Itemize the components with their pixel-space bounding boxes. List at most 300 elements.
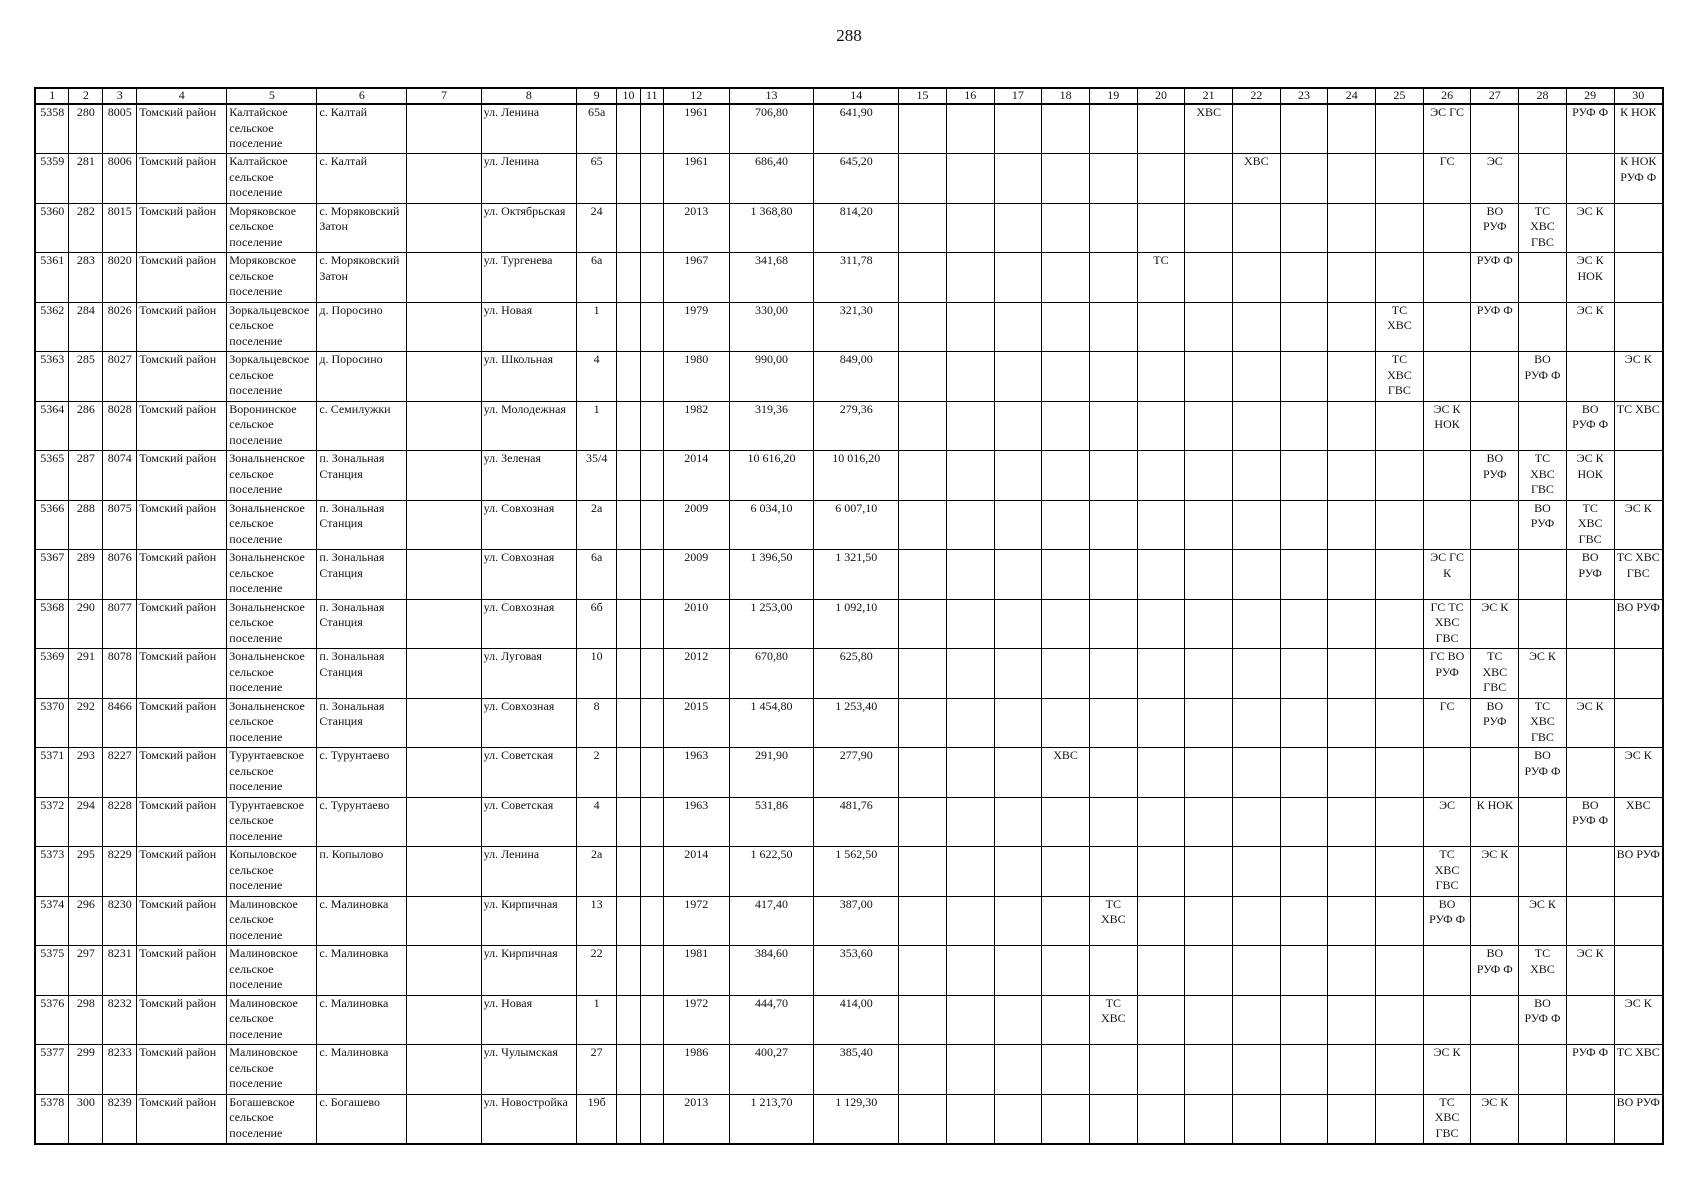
table-cell bbox=[1089, 451, 1137, 501]
table-cell bbox=[1089, 550, 1137, 600]
table-cell: 8227 bbox=[103, 748, 137, 798]
table-cell: Копыловское сельское поселение bbox=[227, 847, 317, 897]
table-cell: 5366 bbox=[35, 500, 69, 550]
table-cell bbox=[1042, 946, 1090, 996]
table-cell bbox=[407, 1045, 481, 1095]
table-cell: 670,80 bbox=[729, 649, 814, 699]
table-cell: п. Зональная Станция bbox=[317, 550, 407, 600]
table-cell bbox=[1376, 946, 1424, 996]
table-cell: 8026 bbox=[103, 302, 137, 352]
table-cell: 282 bbox=[69, 203, 103, 253]
table-cell bbox=[899, 1045, 947, 1095]
table-cell bbox=[899, 847, 947, 897]
table-cell: 27 bbox=[577, 1045, 617, 1095]
table-cell: ЭС К bbox=[1519, 649, 1567, 699]
table-cell bbox=[1042, 649, 1090, 699]
table-cell: ул. Совхозная bbox=[481, 698, 576, 748]
table-cell bbox=[640, 500, 663, 550]
table-cell bbox=[1042, 550, 1090, 600]
table-row bbox=[35, 698, 1663, 748]
table-cell bbox=[640, 649, 663, 699]
table-cell bbox=[1376, 649, 1424, 699]
table-cell: 8015 bbox=[103, 203, 137, 253]
table-cell bbox=[1280, 352, 1328, 402]
table-cell bbox=[1423, 203, 1471, 253]
table-cell: ВО РУФ bbox=[1471, 203, 1519, 253]
table-cell bbox=[1471, 104, 1519, 154]
table-cell: 289 bbox=[69, 550, 103, 600]
table-cell: ВО РУФ Ф bbox=[1519, 995, 1567, 1045]
table-cell bbox=[1280, 1094, 1328, 1144]
table-row bbox=[35, 451, 1663, 501]
table-cell: ул. Совхозная bbox=[481, 599, 576, 649]
table-cell bbox=[1328, 302, 1376, 352]
table-cell bbox=[1328, 599, 1376, 649]
table-cell bbox=[1042, 154, 1090, 204]
table-cell bbox=[1328, 649, 1376, 699]
table-cell: п. Зональная Станция bbox=[317, 649, 407, 699]
table-cell: ЭС К bbox=[1423, 1045, 1471, 1095]
header-cell: 1 bbox=[35, 88, 69, 104]
table-cell bbox=[899, 203, 947, 253]
table-cell: Томский район bbox=[137, 1045, 227, 1095]
table-cell: 6 034,10 bbox=[729, 500, 814, 550]
table-cell bbox=[1042, 1094, 1090, 1144]
page-number: 288 bbox=[836, 26, 862, 45]
table-cell: Зоркальцевское сельское поселение bbox=[227, 352, 317, 402]
table-cell bbox=[1089, 748, 1137, 798]
table-cell: 2а bbox=[577, 847, 617, 897]
table-cell: ТС ХВС ГВС bbox=[1519, 698, 1567, 748]
table-row bbox=[35, 1094, 1663, 1144]
table-cell: 283 bbox=[69, 253, 103, 303]
table-cell: ВО РУФ bbox=[1614, 599, 1663, 649]
table-cell: 330,00 bbox=[729, 302, 814, 352]
table-cell bbox=[994, 748, 1042, 798]
table-cell: Малиновское сельское поселение bbox=[227, 946, 317, 996]
table-cell bbox=[1042, 847, 1090, 897]
table-cell bbox=[1185, 451, 1233, 501]
table-cell bbox=[1137, 896, 1185, 946]
table-cell: 1963 bbox=[663, 797, 729, 847]
table-cell bbox=[1233, 1045, 1281, 1095]
table-row bbox=[35, 797, 1663, 847]
table-cell: ВО РУФ bbox=[1471, 698, 1519, 748]
table-cell bbox=[946, 1045, 994, 1095]
table-cell: 8005 bbox=[103, 104, 137, 154]
table-cell bbox=[1614, 253, 1663, 303]
table-cell bbox=[946, 451, 994, 501]
table-cell bbox=[1280, 649, 1328, 699]
table-cell bbox=[1519, 1094, 1567, 1144]
table-cell bbox=[1519, 797, 1567, 847]
table-cell: 2013 bbox=[663, 203, 729, 253]
table-cell: 8230 bbox=[103, 896, 137, 946]
table-cell: ул. Кирпичная bbox=[481, 896, 576, 946]
table-cell bbox=[1328, 946, 1376, 996]
table-cell: Моряковское сельское поселение bbox=[227, 203, 317, 253]
table-cell bbox=[1137, 104, 1185, 154]
table-cell bbox=[1328, 896, 1376, 946]
table-cell bbox=[407, 352, 481, 402]
table-cell bbox=[1185, 352, 1233, 402]
table-cell bbox=[994, 253, 1042, 303]
table-cell: 1 bbox=[577, 401, 617, 451]
table-cell: 417,40 bbox=[729, 896, 814, 946]
table-cell: Томский район bbox=[137, 599, 227, 649]
table-cell bbox=[1137, 1094, 1185, 1144]
table-cell: 8075 bbox=[103, 500, 137, 550]
table-cell: 1986 bbox=[663, 1045, 729, 1095]
table-cell bbox=[994, 302, 1042, 352]
table-cell: 298 bbox=[69, 995, 103, 1045]
table-cell bbox=[640, 401, 663, 451]
table-cell: 288 bbox=[69, 500, 103, 550]
table-cell bbox=[1042, 797, 1090, 847]
table-cell bbox=[899, 104, 947, 154]
table-cell bbox=[617, 401, 640, 451]
table-cell: К НОК bbox=[1471, 797, 1519, 847]
table-cell bbox=[1471, 500, 1519, 550]
table-cell: 1 368,80 bbox=[729, 203, 814, 253]
table-cell bbox=[1185, 698, 1233, 748]
table-cell: 1980 bbox=[663, 352, 729, 402]
table-cell bbox=[899, 896, 947, 946]
table-cell: 10 bbox=[577, 649, 617, 699]
table-cell bbox=[1376, 154, 1424, 204]
table-cell bbox=[1614, 451, 1663, 501]
table-cell bbox=[407, 104, 481, 154]
table-cell: ВО РУФ bbox=[1519, 500, 1567, 550]
table-cell: п. Зональная Станция bbox=[317, 599, 407, 649]
table-cell bbox=[1566, 649, 1614, 699]
table-cell: 2013 bbox=[663, 1094, 729, 1144]
table-cell bbox=[946, 550, 994, 600]
table-cell bbox=[617, 946, 640, 996]
table-cell: ТС ХВС bbox=[1519, 946, 1567, 996]
table-cell bbox=[1042, 203, 1090, 253]
table-cell: 287 bbox=[69, 451, 103, 501]
header-row bbox=[35, 88, 1663, 104]
header-cell: 11 bbox=[640, 88, 663, 104]
table-cell bbox=[617, 995, 640, 1045]
table-cell: 1 396,50 bbox=[729, 550, 814, 600]
table-cell bbox=[1376, 500, 1424, 550]
table-cell: ТС ХВС bbox=[1089, 896, 1137, 946]
table-cell bbox=[1280, 748, 1328, 798]
table-cell: 5367 bbox=[35, 550, 69, 600]
table-cell bbox=[1614, 649, 1663, 699]
table-cell: 849,00 bbox=[814, 352, 899, 402]
table-cell bbox=[407, 302, 481, 352]
table-cell: ЭС ГС bbox=[1423, 104, 1471, 154]
table-cell bbox=[1376, 550, 1424, 600]
table-cell bbox=[1614, 302, 1663, 352]
table-cell bbox=[994, 896, 1042, 946]
table-cell bbox=[946, 1094, 994, 1144]
table-cell: с. Моряковский Затон bbox=[317, 203, 407, 253]
table-cell bbox=[1280, 500, 1328, 550]
header-cell: 4 bbox=[137, 88, 227, 104]
table-cell bbox=[1280, 995, 1328, 1045]
table-cell bbox=[1233, 847, 1281, 897]
table-cell: 6а bbox=[577, 253, 617, 303]
table-cell: 384,60 bbox=[729, 946, 814, 996]
table-cell bbox=[407, 500, 481, 550]
table-cell: 385,40 bbox=[814, 1045, 899, 1095]
table-cell bbox=[640, 946, 663, 996]
table-cell bbox=[1328, 203, 1376, 253]
table-cell bbox=[1137, 302, 1185, 352]
table-row bbox=[35, 748, 1663, 798]
table-cell: 2014 bbox=[663, 847, 729, 897]
table-cell bbox=[1137, 797, 1185, 847]
table-cell bbox=[617, 451, 640, 501]
table-cell bbox=[994, 451, 1042, 501]
table-cell: ТС ХВС bbox=[1376, 302, 1424, 352]
table-cell: ул. Кирпичная bbox=[481, 946, 576, 996]
table-cell bbox=[1566, 748, 1614, 798]
table-cell: 5371 bbox=[35, 748, 69, 798]
table-cell bbox=[1280, 847, 1328, 897]
header-cell: 10 bbox=[617, 88, 640, 104]
table-cell: Томский район bbox=[137, 649, 227, 699]
table-cell: 1972 bbox=[663, 896, 729, 946]
table-cell: ЭС К НОК bbox=[1423, 401, 1471, 451]
table-cell: ТС bbox=[1137, 253, 1185, 303]
table-cell bbox=[899, 946, 947, 996]
table-cell: п. Зональная Станция bbox=[317, 698, 407, 748]
table-cell: ТС ХВС ГВС bbox=[1519, 451, 1567, 501]
table-cell bbox=[617, 797, 640, 847]
table-cell: Зоркальцевское сельское поселение bbox=[227, 302, 317, 352]
table-cell: ул. Тургенева bbox=[481, 253, 576, 303]
table-cell bbox=[617, 847, 640, 897]
table-cell bbox=[1376, 896, 1424, 946]
table-cell bbox=[1328, 797, 1376, 847]
header-cell: 15 bbox=[899, 88, 947, 104]
table-cell: 1 253,40 bbox=[814, 698, 899, 748]
table-row bbox=[35, 302, 1663, 352]
table-cell bbox=[1376, 698, 1424, 748]
table-cell bbox=[617, 1045, 640, 1095]
table-cell bbox=[617, 352, 640, 402]
table-cell bbox=[1328, 995, 1376, 1045]
table-cell bbox=[640, 302, 663, 352]
table-cell bbox=[1233, 946, 1281, 996]
table-cell: 8228 bbox=[103, 797, 137, 847]
table-cell bbox=[617, 1094, 640, 1144]
table-cell bbox=[1519, 847, 1567, 897]
table-cell: Томский район bbox=[137, 550, 227, 600]
table-cell: 1961 bbox=[663, 104, 729, 154]
table-cell: Томский район bbox=[137, 748, 227, 798]
table-cell bbox=[1280, 302, 1328, 352]
header-cell: 29 bbox=[1566, 88, 1614, 104]
table-cell bbox=[1471, 896, 1519, 946]
table-cell: 1972 bbox=[663, 995, 729, 1045]
table-cell: Турунтаевское сельское поселение bbox=[227, 797, 317, 847]
table-cell: 387,00 bbox=[814, 896, 899, 946]
table-cell bbox=[1089, 1094, 1137, 1144]
table-cell bbox=[1566, 352, 1614, 402]
table-cell: ул. Совхозная bbox=[481, 500, 576, 550]
table-cell: п. Зональная Станция bbox=[317, 500, 407, 550]
table-cell bbox=[640, 748, 663, 798]
table-cell bbox=[1280, 253, 1328, 303]
table-cell: 625,80 bbox=[814, 649, 899, 699]
table-cell: 2014 bbox=[663, 451, 729, 501]
table-cell bbox=[994, 698, 1042, 748]
table-cell: РУФ Ф bbox=[1471, 253, 1519, 303]
table-cell: ул. Луговая bbox=[481, 649, 576, 699]
table-cell bbox=[946, 599, 994, 649]
table-cell: Зональненское сельское поселение bbox=[227, 550, 317, 600]
table-cell: 299 bbox=[69, 1045, 103, 1095]
table-cell bbox=[994, 154, 1042, 204]
header-cell: 27 bbox=[1471, 88, 1519, 104]
table-cell bbox=[1089, 154, 1137, 204]
table-cell bbox=[899, 550, 947, 600]
table-cell bbox=[1519, 253, 1567, 303]
table-cell: Калтайское сельское поселение bbox=[227, 104, 317, 154]
header-cell: 30 bbox=[1614, 88, 1663, 104]
table-cell: ТС ХВС ГВС bbox=[1519, 203, 1567, 253]
table-cell: 2010 bbox=[663, 599, 729, 649]
table-cell: 5377 bbox=[35, 1045, 69, 1095]
table-cell bbox=[899, 797, 947, 847]
table-cell bbox=[1233, 203, 1281, 253]
header-cell: 19 bbox=[1089, 88, 1137, 104]
table-cell bbox=[1280, 401, 1328, 451]
table-cell bbox=[1614, 896, 1663, 946]
table-cell: с. Семилужки bbox=[317, 401, 407, 451]
table-cell bbox=[1185, 649, 1233, 699]
table-cell: Малиновское сельское поселение bbox=[227, 896, 317, 946]
table-cell bbox=[1328, 1094, 1376, 1144]
table-cell: 5362 bbox=[35, 302, 69, 352]
table-cell: ВО РУФ Ф bbox=[1566, 401, 1614, 451]
table-cell: с. Малиновка bbox=[317, 995, 407, 1045]
table-cell bbox=[1137, 946, 1185, 996]
table-cell: с. Турунтаево bbox=[317, 748, 407, 798]
table-cell bbox=[1089, 797, 1137, 847]
table-cell bbox=[1042, 995, 1090, 1045]
header-cell: 22 bbox=[1233, 88, 1281, 104]
table-cell bbox=[1280, 451, 1328, 501]
table-cell bbox=[1328, 550, 1376, 600]
table-cell bbox=[640, 451, 663, 501]
table-cell: 291 bbox=[69, 649, 103, 699]
table-cell: ул. Совхозная bbox=[481, 550, 576, 600]
table-cell bbox=[994, 352, 1042, 402]
table-cell: ул. Чулымская bbox=[481, 1045, 576, 1095]
table-cell bbox=[1137, 451, 1185, 501]
table-cell bbox=[1423, 946, 1471, 996]
table-cell: 2 bbox=[577, 748, 617, 798]
table-cell bbox=[899, 154, 947, 204]
table-cell: Томский район bbox=[137, 946, 227, 996]
table-cell bbox=[1566, 847, 1614, 897]
table-cell bbox=[899, 352, 947, 402]
table-cell bbox=[1137, 995, 1185, 1045]
table-cell: с. Богашево bbox=[317, 1094, 407, 1144]
table-cell: 321,30 bbox=[814, 302, 899, 352]
header-cell: 24 bbox=[1328, 88, 1376, 104]
table-cell bbox=[899, 451, 947, 501]
table-cell bbox=[407, 946, 481, 996]
table-cell bbox=[1042, 302, 1090, 352]
table-cell bbox=[946, 154, 994, 204]
table-cell: ЭС К НОК bbox=[1566, 253, 1614, 303]
register-table bbox=[34, 87, 1664, 1145]
table-cell bbox=[1566, 995, 1614, 1045]
table-cell bbox=[1185, 599, 1233, 649]
table-cell: 10 016,20 bbox=[814, 451, 899, 501]
table-cell bbox=[640, 896, 663, 946]
table-cell bbox=[1519, 104, 1567, 154]
table-cell: 300 bbox=[69, 1094, 103, 1144]
table-cell: ТС ХВС bbox=[1089, 995, 1137, 1045]
table-cell bbox=[1042, 104, 1090, 154]
table-cell: 353,60 bbox=[814, 946, 899, 996]
table-cell: 1963 bbox=[663, 748, 729, 798]
table-cell: 641,90 bbox=[814, 104, 899, 154]
table-cell bbox=[1042, 253, 1090, 303]
table-cell bbox=[1328, 500, 1376, 550]
table-cell bbox=[1185, 302, 1233, 352]
table-cell: 5359 bbox=[35, 154, 69, 204]
table-cell bbox=[1185, 550, 1233, 600]
table-cell bbox=[1566, 154, 1614, 204]
table-cell bbox=[407, 698, 481, 748]
table-cell bbox=[1233, 401, 1281, 451]
table-cell: 293 bbox=[69, 748, 103, 798]
table-cell: 294 bbox=[69, 797, 103, 847]
table-cell: ВО РУФ bbox=[1471, 451, 1519, 501]
table-cell: ВО РУФ bbox=[1566, 550, 1614, 600]
table-row bbox=[35, 995, 1663, 1045]
table-cell bbox=[946, 649, 994, 699]
table-cell: ТС ХВС bbox=[1614, 1045, 1663, 1095]
table-cell: 8231 bbox=[103, 946, 137, 996]
table-cell bbox=[946, 104, 994, 154]
table-cell bbox=[1423, 451, 1471, 501]
table-cell bbox=[1089, 401, 1137, 451]
table-cell bbox=[946, 797, 994, 847]
table-cell bbox=[407, 797, 481, 847]
table-cell bbox=[1614, 203, 1663, 253]
table-cell bbox=[1185, 253, 1233, 303]
table-cell bbox=[1089, 847, 1137, 897]
table-cell: 1967 bbox=[663, 253, 729, 303]
table-cell: Зональненское сельское поселение bbox=[227, 451, 317, 501]
table-cell bbox=[1423, 253, 1471, 303]
table-cell: 319,36 bbox=[729, 401, 814, 451]
table-cell: ТС ХВС ГВС bbox=[1423, 847, 1471, 897]
table-cell bbox=[1233, 995, 1281, 1045]
table-row bbox=[35, 550, 1663, 600]
table-cell bbox=[407, 649, 481, 699]
table-cell: ХВС bbox=[1042, 748, 1090, 798]
table-cell: 2009 bbox=[663, 500, 729, 550]
table-row bbox=[35, 946, 1663, 996]
header-cell: 17 bbox=[994, 88, 1042, 104]
table-cell bbox=[1137, 649, 1185, 699]
table-cell: ул. Школьная bbox=[481, 352, 576, 402]
table-cell: РУФ Ф bbox=[1566, 104, 1614, 154]
table-cell: ТС ХВС ГВС bbox=[1423, 1094, 1471, 1144]
